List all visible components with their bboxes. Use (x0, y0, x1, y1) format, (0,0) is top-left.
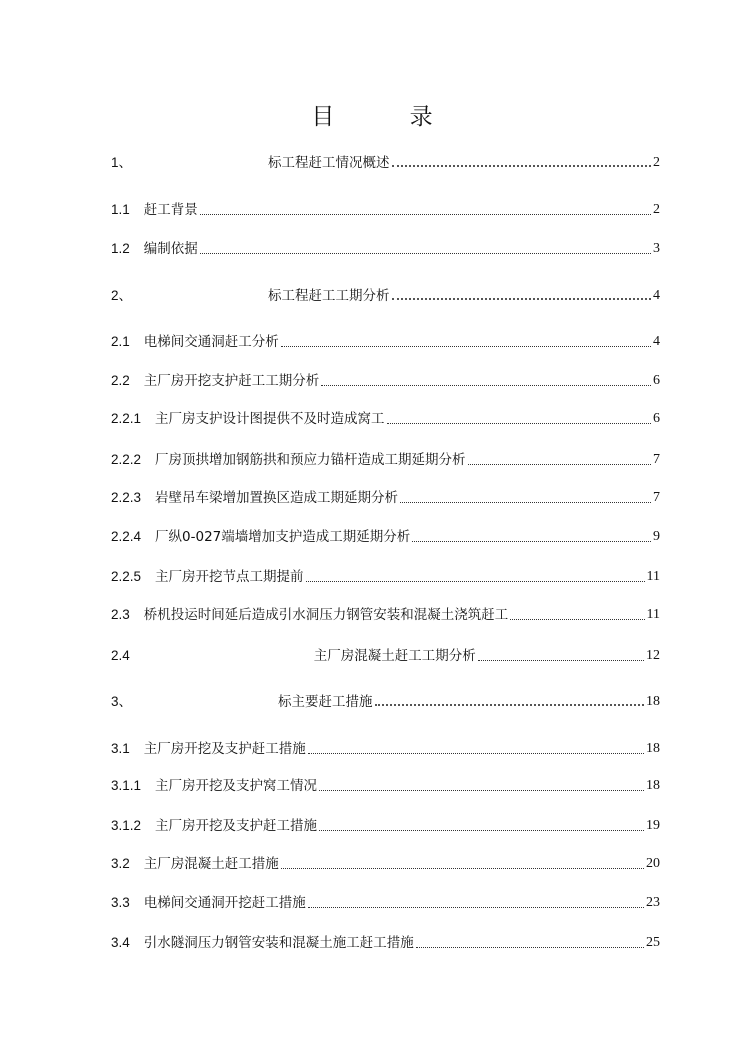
dot-leader (200, 252, 651, 254)
toc-entry-page: 12 (646, 648, 660, 663)
toc-entry-number: 1、 (111, 155, 133, 170)
toc-entry-number: 2.1 (111, 334, 130, 349)
dot-leader (281, 345, 651, 347)
dot-leader (306, 580, 645, 582)
dot-leader (308, 752, 644, 754)
toc-entry-number: 3.1.2 (111, 818, 142, 833)
toc-entry-text: 主厂房混凝土赶工措施 (143, 856, 279, 872)
toc-entry-2-4[interactable] (111, 643, 660, 665)
toc-entry-page: 23 (646, 895, 660, 910)
toc-entry-page: 4 (653, 288, 660, 303)
toc-entry-page: 7 (653, 490, 660, 505)
toc-entry-2-1[interactable] (111, 329, 660, 351)
toc-entry-number: 2、 (111, 288, 133, 303)
toc-entry-page: 4 (653, 334, 660, 349)
toc-entry-3-1-1[interactable] (111, 773, 660, 795)
toc-entry-text: 主厂房开挖及支护赶工措施 (143, 741, 306, 757)
toc-entry-text: 电梯间交通洞开挖赶工措施 (143, 895, 306, 911)
toc-entry-number: 2.2.4 (111, 529, 142, 544)
toc-entry-2[interactable] (111, 283, 660, 305)
toc-entry-text: 标主要赶工措施 (278, 694, 373, 710)
toc-entry-number: 2.2.3 (111, 490, 142, 505)
dot-leader (412, 540, 651, 542)
toc-entry-number: 3.1.1 (111, 778, 142, 793)
dot-leader (319, 829, 644, 831)
toc-entry-page: 6 (653, 411, 660, 426)
dot-leader (392, 164, 651, 167)
toc-entry-3[interactable] (111, 689, 660, 711)
toc-entry-number: 2.4 (111, 648, 130, 663)
toc-entry-number: 2.3 (111, 607, 130, 622)
toc-entry-text: 桥机投运时间延后造成引水洞压力钢管安装和混凝土浇筑赶工 (143, 607, 509, 623)
dot-leader (478, 659, 644, 661)
toc-entry-text: 主厂房开挖支护赶工工期分析 (143, 373, 320, 389)
toc-entry-number: 3.4 (111, 935, 130, 950)
toc-entry-text: 主厂房支护设计图提供不及时造成窝工 (155, 411, 385, 427)
page-title: 目 录 (311, 104, 467, 130)
toc-entry-number: 1.2 (111, 241, 130, 256)
toc-entry-text: 厂房顶拱增加钢筋拱和预应力锚杆造成工期延期分析 (155, 452, 466, 468)
dot-leader (321, 384, 651, 386)
toc-entry-page: 11 (646, 607, 660, 622)
toc-entry-text: 主厂房开挖及支护赶工措施 (155, 818, 318, 834)
toc-entry-1[interactable] (111, 150, 660, 172)
toc-entry-3-4[interactable] (111, 930, 660, 952)
toc-entry-number: 2.2.5 (111, 569, 142, 584)
toc-entry-text: 标工程赶工情况概述 (268, 155, 390, 171)
toc-entry-2-2-4[interactable] (111, 524, 660, 546)
toc-entry-text: 主厂房混凝土赶工工期分析 (313, 648, 476, 664)
toc-entry-text: 编制依据 (143, 241, 198, 257)
dot-leader (392, 297, 651, 300)
toc-entry-2-2-1[interactable] (111, 406, 660, 428)
toc-entry-2-2[interactable] (111, 368, 660, 390)
toc-entry-number: 3.2 (111, 856, 130, 871)
toc-entry-2-3[interactable] (111, 602, 660, 624)
toc-entry-number: 1.1 (111, 202, 130, 217)
toc-entry-page: 6 (653, 373, 660, 388)
toc-entry-3-2[interactable] (111, 851, 660, 873)
toc-entry-text: 引水隧洞压力钢管安装和混凝土施工赶工措施 (143, 935, 414, 951)
toc-entry-page: 2 (653, 155, 660, 170)
toc-entry-number: 2.2 (111, 373, 130, 388)
toc-entry-text: 岩壁吊车梁增加置换区造成工期延期分析 (155, 490, 399, 506)
toc-entry-text: 标工程赶工工期分析 (268, 288, 390, 304)
toc-entry-text: 厂纵0-027端墙增加支护造成工期延期分析 (155, 529, 411, 545)
toc-entry-page: 25 (646, 935, 660, 950)
toc-entry-page: 2 (653, 202, 660, 217)
toc-entry-page: 7 (653, 452, 660, 467)
toc-entry-page: 9 (653, 529, 660, 544)
toc-entry-page: 18 (646, 778, 660, 793)
dot-leader (308, 906, 644, 908)
dot-leader (319, 789, 644, 791)
toc-entry-number: 2.2.1 (111, 411, 142, 426)
toc-entry-number: 3.1 (111, 741, 130, 756)
toc-entry-number: 3.3 (111, 895, 130, 910)
toc-entry-text: 电梯间交通洞赶工分析 (143, 334, 279, 350)
dot-leader (375, 703, 644, 706)
dot-leader (400, 501, 651, 503)
toc-entry-number: 3、 (111, 694, 133, 709)
toc-entry-page: 18 (646, 694, 660, 709)
toc-entry-3-3[interactable] (111, 890, 660, 912)
dot-leader (387, 422, 651, 424)
dot-leader (468, 463, 651, 465)
dot-leader (281, 867, 644, 869)
toc-entry-3-1-2[interactable] (111, 813, 660, 835)
dot-leader (200, 213, 651, 215)
toc-entry-2-2-5[interactable] (111, 564, 660, 586)
toc-entry-number: 2.2.2 (111, 452, 142, 467)
toc-entry-page: 11 (646, 569, 660, 584)
toc-entry-text: 赶工背景 (143, 202, 198, 218)
toc-entry-text: 主厂房开挖节点工期提前 (155, 569, 304, 585)
toc-entry-page: 3 (653, 241, 660, 256)
toc-entry-page: 20 (646, 856, 660, 871)
toc-entry-text: 主厂房开挖及支护窝工情况 (155, 778, 318, 794)
dot-leader (510, 618, 644, 620)
toc-entry-1-2[interactable] (111, 236, 660, 258)
toc-entry-page: 19 (646, 818, 660, 833)
toc-entry-1-1[interactable] (111, 197, 660, 219)
toc-entry-2-2-3[interactable] (111, 485, 660, 507)
toc-entry-3-1[interactable] (111, 736, 660, 758)
dot-leader (416, 946, 644, 948)
toc-entry-page: 18 (646, 741, 660, 756)
toc-entry-2-2-2[interactable] (111, 447, 660, 469)
